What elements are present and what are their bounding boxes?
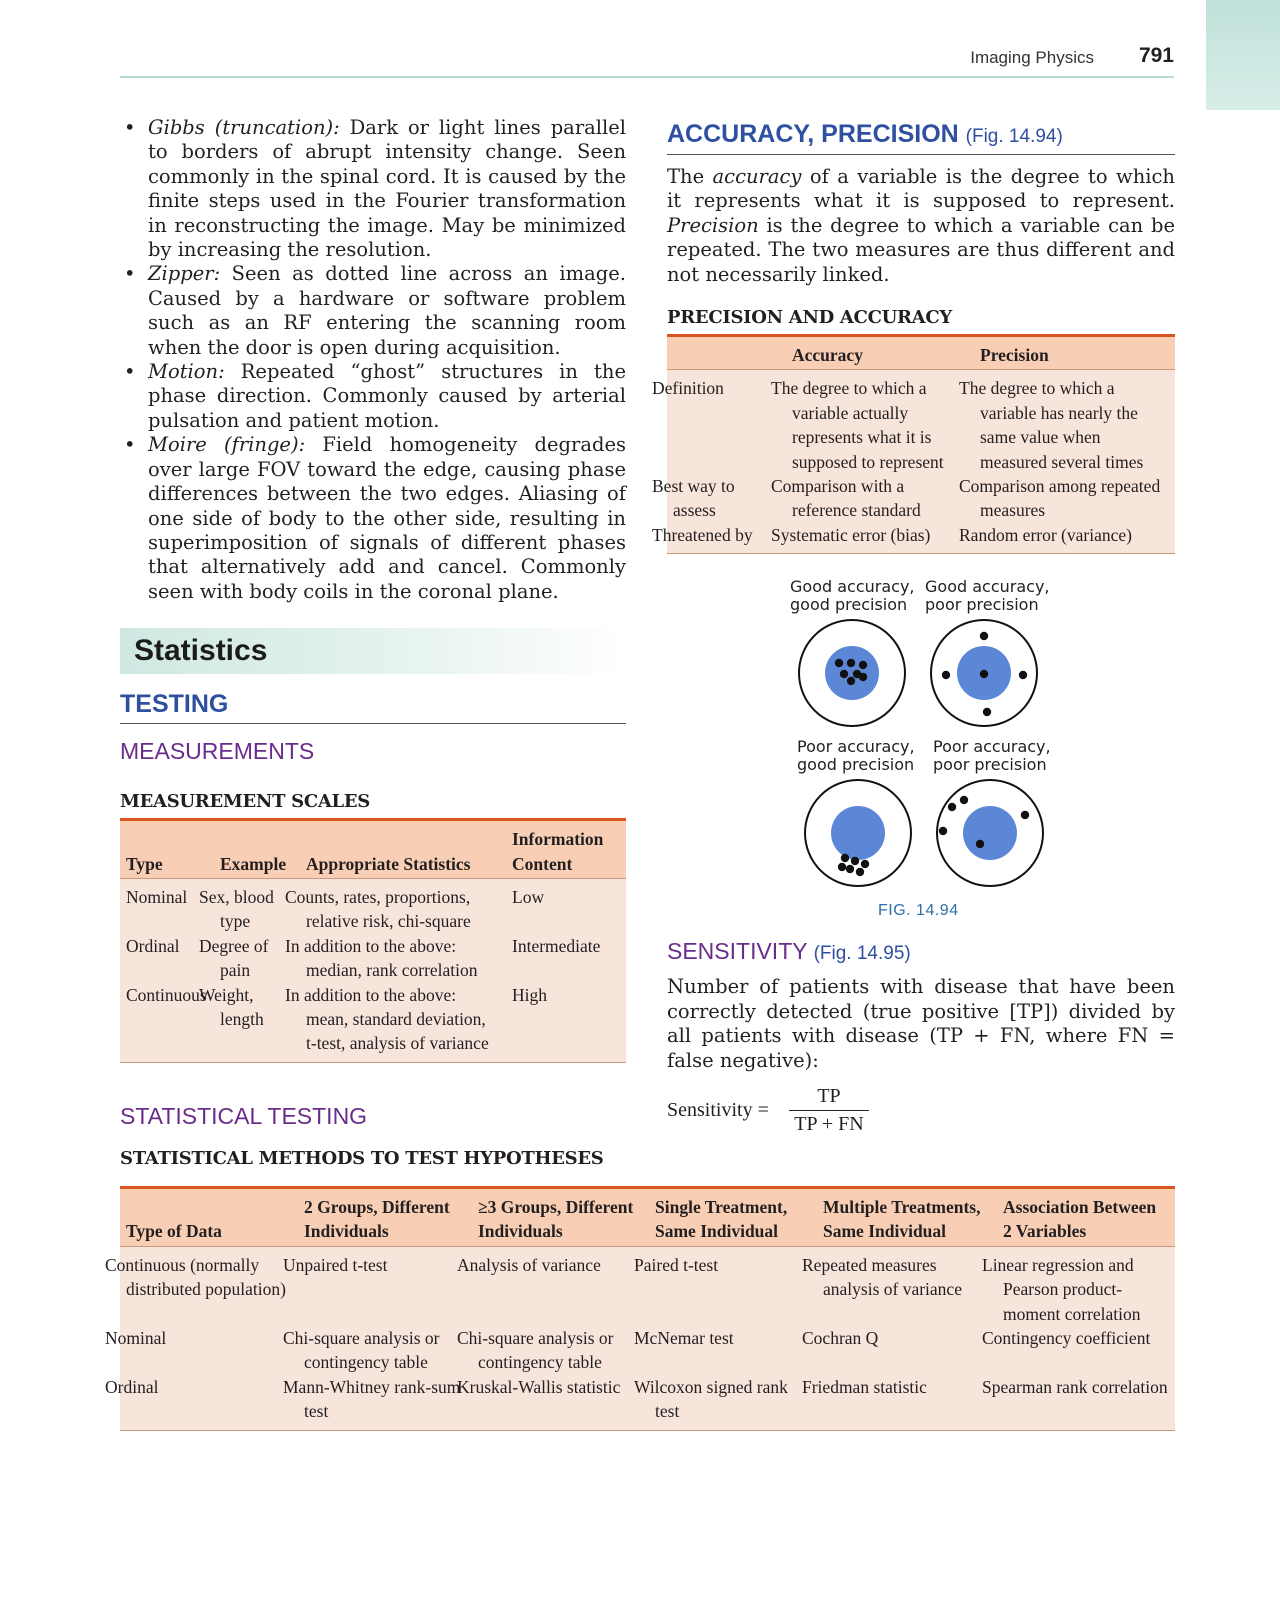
sensitivity-formula xyxy=(667,1085,1175,1135)
list-item: • Motion: Repeated “ghost” structures in the phase direction. Commonly caused by arterial pulsation and patient motion. xyxy=(120,360,626,433)
targets-graphic xyxy=(667,578,1175,908)
table-row: Ordinal Degree of pain In addition to the above: median, rank correlation Intermediate xyxy=(126,935,601,981)
column-header: 2 Groups, Different Individuals xyxy=(298,1188,472,1247)
formula-denominator: TP + FN xyxy=(794,1112,864,1135)
column-header: Multiple Treatments, Same Individual xyxy=(817,1188,997,1247)
figure-caption: FIG. 14.94 xyxy=(878,902,959,920)
column-header: ≥3 Groups, Different Individuals xyxy=(472,1188,649,1247)
heading-accuracy-precision: ACCURACY, PRECISION (Fig. 14.94) xyxy=(667,120,1175,155)
column-header: Information Content xyxy=(506,820,626,879)
column-header: Appropriate Statistics xyxy=(300,820,506,879)
table-row: Ordinal Mann-Whitney rank-sum test Kruskal-Wallis statistic Wilcoxon signed rank test Friedman statistic Spearman rank correlation xyxy=(105,1376,1168,1422)
heading-statistical-testing: STATISTICAL TESTING xyxy=(120,1102,368,1129)
column-header: Accuracy xyxy=(786,336,974,370)
target-label-2: Good accuracy, poor precision xyxy=(925,577,1050,615)
list-item: • Moire (fringe): Field homogeneity degrades over large FOV toward the edge, causing phase differences between the two edges. Aliasing of one side of body to the other side, resulting in superimposition of signals of different phases that alternatively add and cancel. Commonly seen with body coils in the coronal plane. xyxy=(120,433,626,604)
target-good-accuracy-good-precision xyxy=(799,620,905,726)
list-item: • Zipper: Seen as dotted line across an image. Caused by a hardware or software problem such as an RF entering the scanning room when the door is open during acquisition. xyxy=(120,262,626,360)
heading-sensitivity: SENSITIVITY (Fig. 14.95) xyxy=(667,938,911,965)
precision-accuracy-caption: PRECISION AND ACCURACY xyxy=(667,307,952,329)
column-header: Single Treatment, Same Individual xyxy=(649,1188,817,1247)
running-head-title: Imaging Physics xyxy=(970,48,1094,67)
right-column xyxy=(652,120,1175,1135)
formula-label: Sensitivity = xyxy=(667,1098,769,1121)
running-head xyxy=(120,46,1174,78)
table-row: Best way to assess Comparison with a reference standard Comparison among repeated measures xyxy=(652,476,1161,521)
hypothesis-methods-table-wrap xyxy=(105,1186,1175,1431)
table-row: Continuous Weight, length In addition to the above: mean, standard deviation, t-test, analysis of variance High xyxy=(126,984,547,1054)
table-row: Threatened by Systematic error (bias) Random error (variance) xyxy=(652,524,1132,545)
heading-measurements: MEASUREMENTS xyxy=(120,738,315,765)
list-item: • Gibbs (truncation): Dark or light lines parallel to borders of abrupt intensity change. Seen commonly in the spinal cord. It is caused by the finite steps used in the Fourier transformation in reconstructing the image. May be minimized by increasing the resolution. xyxy=(120,116,626,262)
figure-reference: (Fig. 14.94) xyxy=(965,126,1063,147)
artifact-list xyxy=(120,116,626,604)
measurement-scales-caption: MEASUREMENT SCALES xyxy=(120,791,371,813)
heading-testing: TESTING xyxy=(120,690,626,724)
figure-accuracy-precision-targets xyxy=(667,578,1175,928)
target-poor-accuracy-good-precision xyxy=(805,780,911,886)
chapter-edge-tab xyxy=(1206,0,1280,110)
methods-caption: STATISTICAL METHODS TO TEST HYPOTHESES xyxy=(120,1147,604,1169)
column-header xyxy=(667,336,786,370)
left-column xyxy=(120,116,626,1169)
sensitivity-paragraph: Number of patients with disease that have been correctly detected (true positive [TP]) divided by all patients with disease (TP + FN, where FN = false negative): xyxy=(667,975,1175,1072)
table-row: Nominal Chi-square analysis or contingency table Chi-square analysis or contingency table McNemar test Cochran Q Contingency coefficient xyxy=(105,1328,1151,1373)
target-label-1: Good accuracy, good precision xyxy=(790,577,915,615)
formula-fraction xyxy=(789,1085,869,1136)
target-label-3: Poor accuracy, good precision xyxy=(797,737,915,775)
precision-accuracy-table xyxy=(652,334,1175,554)
table-row: Definition The degree to which a variable actually represents what it is supposed to represent The degree to which a variable has nearly the same value when measured several times xyxy=(652,378,1144,472)
column-header: Type of Data xyxy=(120,1188,298,1247)
figure-reference: (Fig. 14.95) xyxy=(813,943,911,965)
table-row: Nominal Sex, blood type Counts, rates, proportions, relative risk, chi-square Low xyxy=(126,886,545,932)
column-header: Association Between 2 Variables xyxy=(997,1188,1175,1247)
target-good-accuracy-poor-precision xyxy=(931,620,1037,726)
column-header: Type xyxy=(120,820,214,879)
section-title-statistics: Statistics xyxy=(120,628,626,674)
column-header: Precision xyxy=(974,336,1175,370)
hypothesis-methods-table xyxy=(105,1186,1175,1431)
target-poor-accuracy-poor-precision xyxy=(937,780,1043,886)
column-header: Example xyxy=(214,820,300,879)
formula-numerator: TP xyxy=(789,1085,869,1111)
measurement-scales-table xyxy=(120,818,626,1063)
table-row: Continuous (normally distributed population) Unpaired t-test Analysis of variance Paired t-test Repeated measures analysis of variance Linear regression and Pearson product-moment correlation xyxy=(105,1254,1141,1324)
page-number: 791 xyxy=(1138,44,1174,67)
target-label-4: Poor accuracy, poor precision xyxy=(933,737,1051,775)
accuracy-paragraph: The accuracy of a variable is the degree to which it represents what it is supposed to represent. Precision is the degree to which a variable can be repeated. The two measures are thus different and not necessarily linked. xyxy=(667,165,1175,286)
